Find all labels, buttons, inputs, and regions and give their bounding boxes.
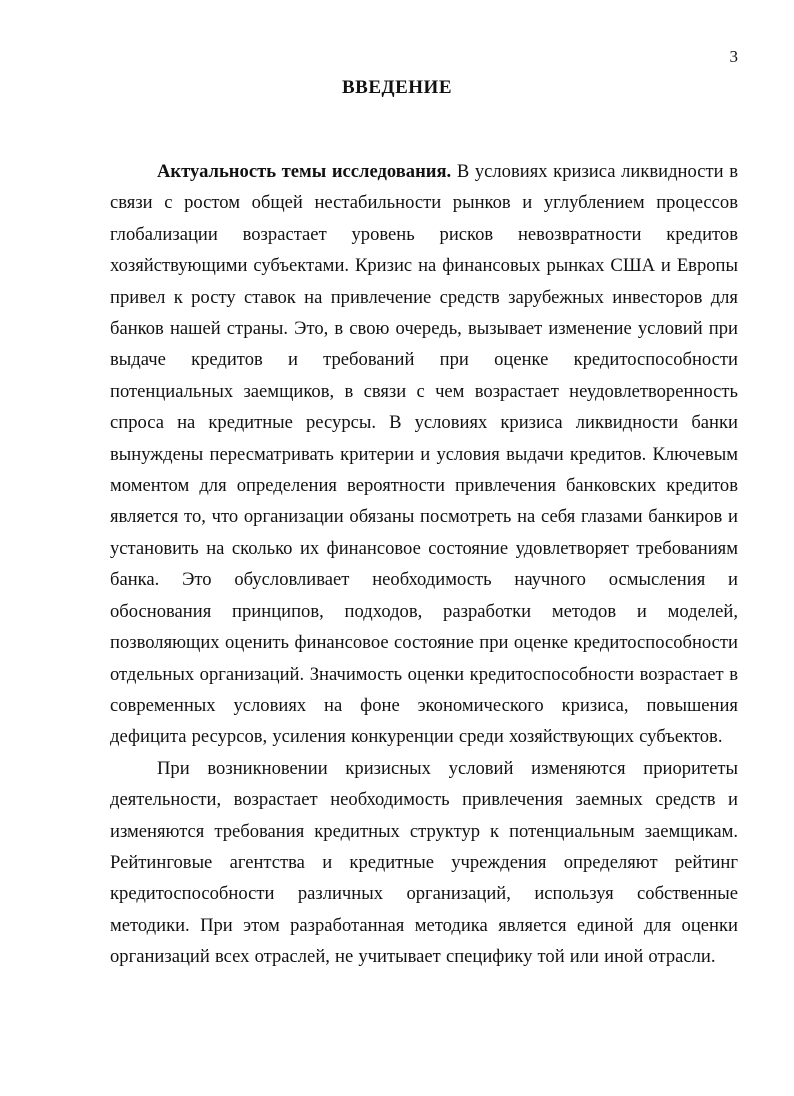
paragraph-text: В условиях кризиса ликвидности в связи с ростом общей нестабильности рынков и углублением процессов глобализации возрастает уровень рисков невозвратности кредитов хозяйствующими субъектами. Кризис на финансовых рынках США и Европы привел к росту ставок на привлечение средств зарубежных инвесторов для банков нашей страны. Это, в свою очередь, вызывает изменение условий при выдаче кредитов и требований при оценке кредитоспособности потенциальных заемщиков, в связи с чем возрастает неудовлетворенность спроса на кредитные ресурсы. В условиях кризиса ликвидности банки вынуждены пересматривать критерии и условия выдачи кредитов. Ключевым моментом для определения вероятности привлечения банковских кредитов является то, что организации обязаны посмотреть на себя глазами банкиров и установить на сколько их финансовое состояние удовлетворяет требованиям банка. Это обусловливает необходимость научного осмысления и обоснования принципов, подходов, разработки методов и моделей, позволяющих оценить финансовое состояние при оценке кредитоспособности отдельных организаций. Значимость оценки кредитоспособности возрастает в современных условиях на фоне экономического кризиса, повышения дефицита ресурсов, усиления конкуренции среди хозяйствующих субъектов. (110, 161, 738, 748)
document-body (110, 156, 738, 973)
paragraph-lead-heading: Актуальность темы исследования. (157, 161, 452, 182)
paragraph-relevance (110, 156, 738, 753)
paragraph-text: При возникновении кризисных условий изменяются приоритеты деятельности, возрастает необходимость привлечения заемных средств и изменяются требования кредитных структур к потенциальным заемщикам. Рейтинговые агентства и кредитные учреждения определяют рейтинг кредитоспособности различных организаций, используя собственные методики. При этом разработанная методика является единой для оценки организаций всех отраслей, не учитывает специфику той или иной отрасли. (110, 757, 738, 968)
paragraph-crisis-conditions (110, 753, 738, 973)
page-title: ВВЕДЕНИЕ (342, 77, 452, 98)
page-number: 3 (729, 47, 738, 66)
